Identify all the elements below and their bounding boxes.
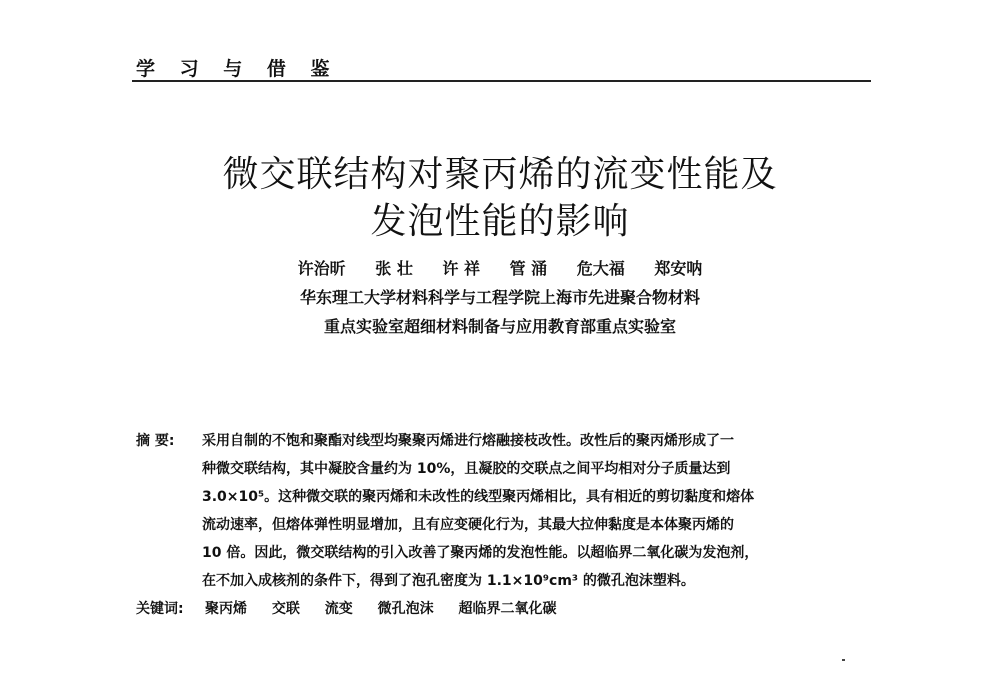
abstract-line: 10 倍。因此，微交联结构的引入改善了聚丙烯的发泡性能。以超临界二氧化碳为发泡剂，: [202, 545, 759, 561]
paper-title-line-2: 发泡性能的影响: [370, 201, 630, 242]
keyword: 交联: [271, 601, 300, 617]
keyword: 聚丙烯: [205, 601, 247, 617]
abstract-line: 3.0×10⁵。这种微交联的聚丙烯和未改性的线型聚丙烯相比，具有相近的剪切黏度和熔体: [202, 489, 755, 505]
affiliation-line-2: 重点实验室超细材料制备与应用教育部重点实验室: [323, 317, 676, 336]
paper-title-line-1: 微交联结构对聚丙烯的流变性能及: [222, 154, 778, 195]
abstract-line: 流动速率，但熔体弹性明显增加，且有应变硬化行为，其最大拉伸黏度是本体聚丙烯的: [202, 517, 734, 533]
header-rule: [132, 80, 871, 82]
keywords-list: [205, 598, 577, 618]
keyword: 微孔泡沫: [377, 601, 434, 617]
abstract-line: 在不加入成核剂的条件下，得到了泡孔密度为 1.1×10⁹cm³ 的微孔泡沫塑料。: [202, 573, 695, 589]
scan-speck: [842, 659, 845, 661]
author: 许治昕: [297, 259, 346, 278]
author: 张 壮: [375, 259, 413, 278]
affiliation-line-1: 华东理工大学材料科学与工程学院上海市先进聚合物材料: [299, 288, 700, 307]
keyword: 超临界二氧化碳: [458, 601, 557, 617]
author-list: [0, 256, 1000, 279]
author: 郑安呐: [654, 259, 703, 278]
section-label: 学 习 与 借 鉴: [136, 58, 339, 80]
author: 许 祥: [442, 259, 480, 278]
abstract-line: 采用自制的不饱和聚酯对线型均聚聚丙烯进行熔融接枝改性。改性后的聚丙烯形成了一: [202, 433, 734, 449]
author: 管 涌: [509, 259, 548, 278]
author: 危大福: [576, 259, 625, 278]
keyword: 流变: [324, 601, 353, 617]
keywords-label: 关键词:: [136, 601, 184, 617]
abstract-label: 摘 要:: [136, 433, 175, 449]
abstract-line: 种微交联结构，其中凝胶含量约为 10%，且凝胶的交联点之间平均相对分子质量达到: [202, 461, 731, 477]
